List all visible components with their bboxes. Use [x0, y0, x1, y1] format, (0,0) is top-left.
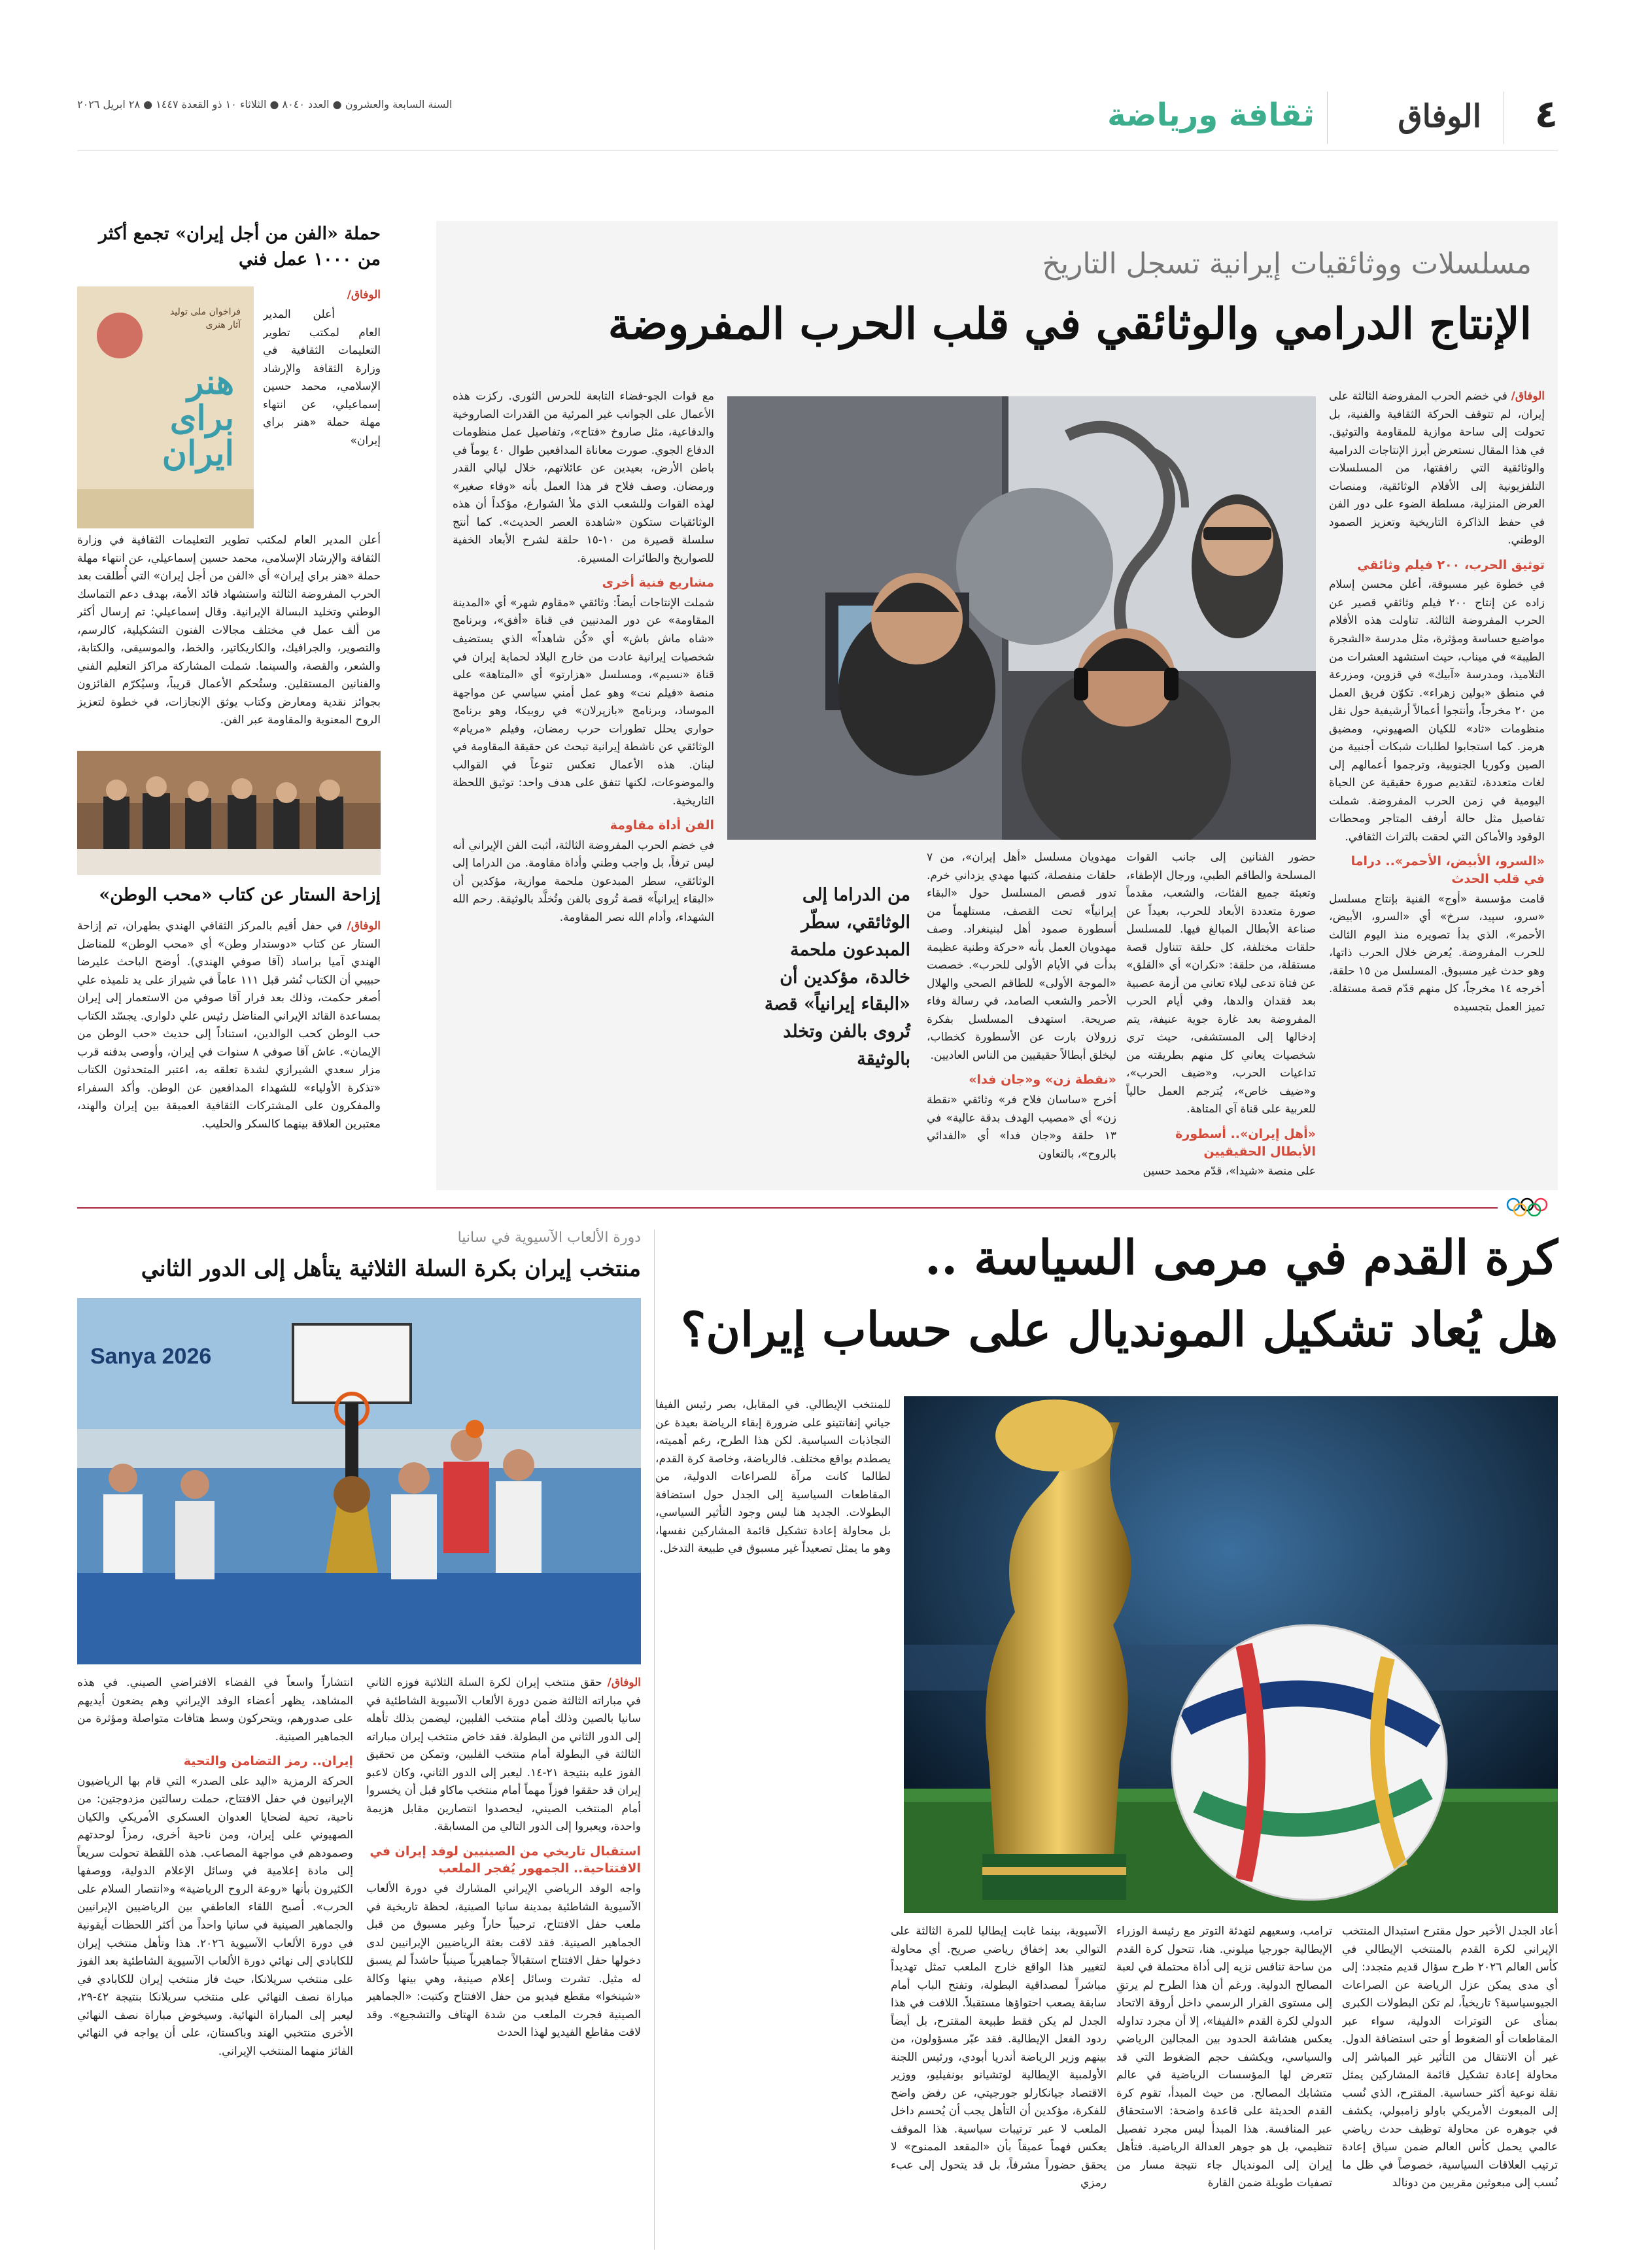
subheading: «أهل إيران».. أسطورة الأبطال الحقيقيين [1175, 1126, 1316, 1159]
headline: الإنتاج الدرامي والوثائقي في قلب الحرب المفروضة [608, 298, 1532, 349]
side-story-art-campaign [77, 221, 381, 738]
headline-line-2: هل يُعاد تشكيل المونديال على حساب إيران؟ [681, 1301, 1558, 1357]
byline: الوفاق/ [347, 288, 381, 301]
byline: الوفاق/ [607, 1676, 641, 1689]
paragraph: أعاد الجدل الأخير حول مقترح استبدال المنتخب الإيراني لكرة القدم بالمنتخب الإيطالي في كأس العالم ٢٠٢٦ طرح سؤال قديم متجدد: إلى أي مدى يمكن عزل الرياضة عن الصراعات الجيوسياسية؟ تاريخياً، لم تكن البطولات الكبرى بمنأى عن التوترات الدولية، سواء عبر المقاطعات أو الضغوط أو حتى استضافة الدول. غير أن الانتقال من التأثير غير المباشر إلى محاولة إعادة تشكيل قائمة المشاركين يمثل نقلة نوعية أكثر حساسية. المقترح، الذي نُسب إلى المبعوث الأمريكي باولو زامبولي، يكشف في جوهره عن محاولة توظيف حدث رياضي عالمي يحمل كأس العالم ضمن سياق إعادة ترتيب العلاقات السياسية، خصوصاً في ظل ما نُسب إلى مبعوثين مقربين من دونالد [1342, 1925, 1558, 2190]
basketball-story [77, 1229, 641, 2250]
paragraph: مع قوات الجو-فضاء التابعة للحرس الثوري. ركزت هذه الأعمال على الجوانب غير المرئية من القدرات الصاروخية والدفاعية، مثل صاروخ «فتاح»، وتفاصيل عمل منظومات الدفاع الجوي. صورت معاناة المدافعين طوال ٤٠ يوماً في باطن الأرض، بعيدين عن عائلاتهم، خلال ليالي القدر ورمضان. وصف فلاح فر هذا العمل بأنه «وفاء صغير» لهذه القوات وللشعب الذي ملأ الشوارع، مؤكداً أن هذه الوثائقيات ستكون «شاهدة العصر الحديث». كما أنتج سلسلة قصيرة من ١٠-١٥ حلقة لشرح الأبعاد الخفية للصواريخ والطائرات المسيرة. [453, 390, 714, 565]
paragraph: في حفل أقيم بالمركز الثقافي الهندي بطهران، تم إزاحة الستار عن كتاب «دوستدار وطن» أي «محب الوطن» للمناضل الهندي آميا براساد (آقا صوفي الهندي). أوضح الباحث عليرضا حبيبي أن الكتاب نُشر قبل ١١١ عاماً في شيراز على يد تلميذه علي أصغر حكمت، وذلك بعد فرار آقا صوفي من الاستعمار إلى إيران بمساعدة القائد الإيراني المناضل رئيس علي دلواري. يجسّد الكتاب حب الوطن كحب الوالدين، استناداً إلى حديث «حب الوطن من الإيمان». عاش آقا صوفي ٨ سنوات في إيران، وأوصى بدفنه قرب مزار سعدي الشيرازي لشدة تعلقه به، اعتبر المتحدثون الكتاب «تذكرة الأولياء» للشهداء المدافعين عن الوطن. وأكد السفراء والمفكرون على المشتركات الثقافية العميقة بين إيران والهند، معتبرين العلاقة بينهما كالسكر والحليب. [77, 919, 381, 1131]
olympic-rings-icon [1506, 1197, 1558, 1216]
page-number: ٤ [1534, 92, 1558, 136]
headline-line-1: كرة القدم في مرمى السياسة .. [925, 1229, 1558, 1285]
paragraph: للمنتخب الإيطالي. في المقابل، بصر رئيس الفيفا جياني إنفانتينو على ضرورة إبقاء الرياضة بعيدة عن التجاذبات السياسية. لكن هذا الطرح، رغم أهميته، يصطدم بواقع مختلف. فالرياضة، وخاصة كرة القدم، لطالما كانت مرآة للصراعات الدولية، من المقاطعات السياسية إلى الجدل حول استضافة البطولات. الجديد هنا ليس وجود التأثير السياسي، بل محاولة إعادة تشكيل قائمة المشاركين نفسها، وهو ما يمثل تصعيداً غير مسبوق في طبيعة التدخل. [655, 1398, 891, 1556]
paragraph: الآسيوية، بينما غابت إيطاليا للمرة الثالثة على التوالي بعد إخفاق رياضي صريح. أي محاولة لتغيير هذا الواقع خارج الملعب تمثل تهديداً مباشراً لمصداقية البطولة، وتفتح الباب أمام سابقة يصعب احتواؤها مستقبلاً. اللافت في هذا الجدل لم يكن فقط طبيعة المقترح، بل أيضاً ردود الفعل الإيطالية. فقد عبّر مسؤولون، من بينهم وزير الرياضة أندريا أبودي، ورئيس اللجنة الأولمبية الإيطالية لوتشيانو بونفيليو، ووزير الاقتصاد جيانكارلو جورجيتي، عن رفض واضح للفكرة، مؤكدين أن التأهل يجب أن يُحسم داخل الملعب لا عبر ترتيبات سياسية. هذا الموقف يعكس فهماً عميقاً بأن «المقعد الممنوح» لا يحقق حضوراً مشرفاً، بل قد يتحول إلى عبء رمزي [891, 1925, 1107, 2190]
flower-icon [97, 313, 143, 358]
newspaper-logo: الوفاق [1398, 98, 1481, 135]
byline: الوفاق/ [347, 919, 381, 933]
paragraph: في خطوة غير مسبوقة، أعلن محسن إسلام زاده عن إنتاج ٢٠٠ فيلم وثائقي قصير عن الحرب المفروضة الثالثة. تناولت هذه الأفلام مواضيع حساسة ومؤثرة، مثل مدرسة «الشجرة الطيبة» في ميناب، حيث استشهد العشرات من التلاميذ، ومدرسة «آبيك» في قزوين، ومزرعة في منطق «بولين زهراء». تكوّن فريق العمل من ٢٠ مخرجاً، وأنتجوا أعمالاً أرشيفية حول نقل منظومات «ثاد» للكيان الصهيوني، ومضيق هرمز. كما استجابوا لطلبات شبكات أجنبية من الصين وكوريا الجنوبية، وترجموا أعمالهم إلى لغات متعددة، لتقديم صورة حقيقية عن الحياة اليومية في زمن الحرب المفروضة. شملت تفاصيل مثل حالة أرفف المتاجر ومحطات الوقود والأماكن التي لحقت بالتراث الثقافي. [1329, 578, 1545, 844]
world-cup-photo [904, 1396, 1558, 1913]
paragraph: ترامب، وسعيهم لتهدئة التوتر مع رئيسة الوزراء الإيطالية جورجيا ميلوني. هنا، تتحول كرة القدم من ساحة تنافس نزيه إلى أداة محتملة في لعبة المصالح الدولية. ورغم أن هذا الطرح لم يرتقِ إلى مستوى القرار الرسمي داخل أروقة الاتحاد الدولي لكرة القدم «الفيفا»، إلا أن مجرد تداوله يعكس هشاشة الحدود بين المجالين الرياضي والسياسي، ويكشف حجم الضغوط التي قد تتعرض لها المؤسسات الرياضية في عالم متشابك المصالح. من حيث المبدأ، تقوم كرة القدم الحديثة على قاعدة واضحة: الاستحقاق عبر المنافسة. هذا المبدأ ليس مجرد تفصيل تنظيمي، بل هو جوهر العدالة الرياضية. فتأهل إيران إلى المونديال جاء نتيجة مسار من تصفيات طويلة ضمن القارة [1116, 1925, 1332, 2190]
paragraph: في خضم الحرب المفروضة الثالثة على إيران، لم تتوقف الحركة الثقافية والفنية، بل تحولت إلى ساحة موازية للمقاومة والتوثيق. في هذا المقال نستعرض أبرز الإنتاجات الدرامية والوثائقية التي رافقتها، من المسلسلات التلفزيونية إلى الأفلام الوثائقية، ومنصات العرض المنزلية، مسلطة الضوء على دور الفن في حفظ الذاكرة التاريخية وتعزيز الصمود الوطني. [1329, 390, 1545, 547]
paragraph: أخرج «ساسان فلاح فر» وثائقي «نقطة زن» أي «مصيب الهدف بدقة عالية» في ١٣ حلقة و«جان فدا» أي «الفدائي بالروح»، بالتعاون [927, 1093, 1116, 1161]
paragraph: مهدويان مسلسل «أهل إيران»، من ٧ حلقات منفصلة، كتبها مهدي يزداني خرم. تدور قصص المسلسل حول «البقاء إيرانياً» تحت القصف، مستلهماً من أسطورة صمود أهل لبنينغراد. وصف مهدويان العمل بأنه «حركة وطنية عظيمة بدأت في الأيام الأولى للحرب». خصصت «الموجة الأولى» للطاقم الصحي والهلال الأحمر والشعب الصامد، في رسالة وفاء صريحة. استهدف المسلسل بفكرة زرولان بارت عن الأسطورة كخطاب، ليخلق أبطالاً حقيقيين من الناس العاديين. [927, 851, 1116, 1062]
byline: الوفاق/ [1511, 390, 1545, 403]
kicker: دورة الألعاب الآسيوية في سانيا [457, 1229, 641, 1246]
subheading: «السرو، الأبيض، الأحمر».. دراما في قلب الحدث [1351, 854, 1545, 886]
campaign-poster [77, 286, 254, 528]
subheading: الفن أداة مقاومة [610, 818, 714, 833]
poster-title: هنر برای ایران [162, 362, 234, 474]
subheading: «نقطة زن» و«جان فدا» [969, 1073, 1116, 1088]
paragraph: حقق منتخب إيران لكرة السلة الثلاثية فوزه الثاني في مباراته الثالثة ضمن دورة الألعاب الآسيوية الشاطئية في سانيا بالصين وذلك أمام منتخب الفلبين، ليضمن بذلك تأهله إلى الدور الثاني من البطولة. فقد خاض منتخب إيران مباراته الثالثة في البطولة أمام منتخب الفلبين، وتمكن من تحقيق الفوز عليه بنتيجة ٢١-١٤. ليعبر إلى الدور الثاني، وكان لاعبو إيران قد حققوا فوزاً مهماً أمام منتخب ماكاو قبل أن يخسروا أمام المنتخب الصيني، ليحصدوا انتصارين مقابل هزيمة واحدة، ويعبروا إلى الدور التالي من المسابقة. [366, 1676, 641, 1834]
side-headline: حملة «الفن من أجل إيران» تجمع أكثر من ١٠٠٠ عمل فني [98, 224, 381, 270]
section-divider [77, 1207, 1498, 1209]
side-headline: إزاحة الستار عن كتاب «محب الوطن» [99, 885, 381, 905]
paragraph: شملت الإنتاجات أيضاً: وثائقي «مقاوم شهر» أي «المدينة المقاومة» عن دور المدنيين في قناة «أفق»، وبرنامج «شاه ماش باش» أي «كُن شاهداً» الذي يستضيف شخصيات إيرانية عادت من خارج البلاد لحماية إيران في قناة «نسيم»، ومسلسل «هزارتو» أي «المتاهة» على منصة «فيلم نت» وهو عمل أمني سياسي عن مواجهة الموساد، وبرنامج «بازپرلان» في روبيكا، وهو برنامج حواري يحلل تطورات حرب رمضان، وفيلم «مريام» الوثائقي عن ناشطة إيرانية تبحث عن حقيقة المقاومة في لبنان. هذه الأعمال تعكس تنوعاً في القوالب والموضوعات، لكنها تتفق على هدف واحد: توثيق اللحظة التاريخية. [453, 596, 714, 808]
subheading: استقبال تاريخي من الصينيين لوفد إيران في الافتتاحية.. الجمهور يُفجر الملعب [370, 1844, 641, 1876]
football-story [655, 1229, 1558, 2250]
group-photo-illustration [77, 751, 381, 875]
page-header [0, 0, 1635, 157]
paragraph: أعلن المدير العام لمكتب تطوير التعليمات الثقافية في وزارة الثقافة والإرشاد الإسلامي، محمد حسين إسماعيلي، عن انتهاء مهلة حملة «هنر براي إيران» أي «الفن من أجل إيران» التي أُطلقت بعد الحرب المفروضة الثالثة واستشهاد قائد الأمة، بهدف دعم التماسك الوطني وتخليد البسالة الإيرانية. وقال إسماعيلي: تم إرسال أكثر من ألف عمل في مختلف مجالات الفنون التشكيلية، كالرسم، والتصوير، والجرافيك، والكاريكاتير، والخط، والموسيقى، والكتابة، والشعر، والقصة، والسينما. شملت المشاركة مراكز التعليم الفني والفنانين المستقلين. وستُحكم الأعمال قريباً، وسيُكرّم الفائزون بجوائز نقدية ومعارض وكتاب يوثق الإنجازات، في خطوة لتعزيز الروح المعنوية والمقاومة عبر الفن. [77, 534, 381, 727]
subheading: إيران.. رمز التضامن والتحية [183, 1754, 353, 1769]
paragraph-start: أعلن المدير العام لمكتب تطوير التعليمات الثقافية في وزارة الثقافة والإرشاد الإسلامي، محمد حسين إسماعيلي، عن انتهاء مهلة حملة «هنر براي إيران» [263, 308, 381, 447]
poster-caption: فراخوان ملی تولید آثار هنری [169, 307, 241, 330]
paragraph: قامت مؤسسة «أوج» الفنية بإنتاج مسلسل «سرو، سپید، سرخ» أي «السرو، الأبيض، الأحمر»، الذي بدأ تصويره منذ اليوم الثالث للحرب المفروضة. يُعرض خلال الحرب ذاتها، وهو حدث غير مسبوق. المسلسل من ١٥ حلقة، أخرجه ١٤ مخرجاً، كل منهم قدّم قصة مستقلة. تميز العمل بتجسيده [1329, 892, 1545, 1014]
trophy-and-ball-illustration [904, 1396, 1558, 1913]
headline: منتخب إيران بكرة السلة الثلاثية يتأهل إلى الدور الثاني [141, 1256, 641, 1282]
photo-banner-text: Sanya 2026 [90, 1344, 212, 1369]
side-story-book [77, 751, 381, 1190]
basketball-photo [77, 1298, 641, 1664]
studio-scene-illustration [727, 396, 1316, 840]
subheading: توثيق الحرب، ٢٠٠ فيلم وثائقي [1357, 557, 1545, 572]
subheading: مشاريع فنية أخرى [602, 576, 714, 591]
kicker: مسلسلات ووثائقيات إيرانية تسجل التاريخ [1042, 247, 1532, 281]
paragraph: واجه الوفد الرياضي الإيراني المشارك في دورة الألعاب الآسيوية الشاطئية بمدينة سانيا الصينية، لحظة تاريخية في ملعب حفل الافتتاح، ترحيباً حاراً وغير مسبوق من قبل الجماهير الصينية. فقد لاقت بعثة الرياضيين الإيرانيين لدى دخولها حفل الافتتاح استقبالاً جماهيرياً صينياً حاشداً لم يسبق له مثيل. تشرت وسائل إعلام صينية، وهي بينها وكالة «شينخوا» مقطع فيديو من حفل الافتتاح وكتبت: «الجماهير الصينية فجرت الملعب من شدة الهتاف والتشجيع». وقد لاقت مقاطع الفيديو لهذا الحدث [366, 1881, 641, 2040]
paragraph: انتشاراً واسعاً في الفضاء الافتراضي الصيني. في هذه المشاهد، يظهر أعضاء الوفد الإيراني وهم يضعون أيديهم على صدورهم، ويتحركون وسط هتافات متواصلة ومؤثرة من الجماهير الصينية. [77, 1676, 353, 1744]
main-story [436, 221, 1558, 1190]
paragraph: في خضم الحرب المفروضة الثالثة، أثبت الفن الإيراني أنه ليس ترفاً، بل واجب وطني وأداة مقاومة. من الدراما إلى الوثائقي، سطر المبدعون ملحمة موازية، مؤكدين أن «البقاء إيرانياً» قصة تُروى بالفن وتُخلَّد بالوثيقة. رحم الله الشهداء، وأدام الله نصر المقاومة. [453, 838, 714, 924]
paragraph: حضور الفنانين إلى جانب القوات المسلحة والطاقم الطبي، ورجال الإطفاء، وتعبئة جميع الفئات، والشعب، مقدماً صورة متعددة الأبعاد للحرب، بعيداً عن صناعة الأبطال المبالغ فيها. للمسلسل حلقات مختلفة، كل حلقة تتناول قصة مستقلة، من حلقة: «نكران» أي «القلق» عن فتاة تدعى ليلاء تعاني من أزمة عصبية بعد فقدان والدها، وفي أيام الحرب المفروضة بعد غارة جوية عنيفة، يتم إدخالها إلى المستشفى، حيث تري شخصيات يعاني كل منهم بطريقته من تداعيات الحرب، و«ضيف الحرب»، و«ضيف خاص»، يُترجم العمل حالياً للعربية على قناة آي المتاهة. [1126, 851, 1316, 1116]
paragraph: على منصة «شيدا»، قدّم محمد حسين [1143, 1165, 1316, 1178]
production-photo [727, 396, 1316, 840]
pull-quote: من الدراما إلى الوثائقي، سطّر المبدعون ملحمة خالدة، مؤكدين أن «البقاء إيرانياً» قصة تُروى بالفن وتخلد بالوثيقة [764, 885, 910, 1070]
dateline: السنة السابعة والعشرون ● العدد ٨٠٤٠ ● الثلاثاء ١٠ ذو القعدة ١٤٤٧ ● ٢٨ ابريل ٢٠٢٦ [77, 98, 453, 111]
ceremony-photo [77, 751, 381, 875]
section-title: ثقافة ورياضة [1107, 97, 1315, 133]
paragraph: الحركة الرمزية «اليد على الصدر» التي قام بها الرياضيون الإيرانيون في حفل الافتتاح، حملت رسالتين مزدوجتين: من ناحية، تحية لضحايا العدوان العسكري الأمريكي والكيان الصهيوني على إيران، ومن ناحية أخرى، رمزاً لوحدتهم وصمودهم في مواجهة المصاعب. هذه اللقطة تحولت سريعاً إلى مادة إعلامية في وسائل الإعلام الدولية، ووصفها الكثيرون بأنها «روعة الروح الرياضية» و«انتصار السلام على الحرب». أصبح اللقاء العاطفي بين الرياضيين الإيرانيين والجماهير الصينية في سانيا واحداً من أكثر اللحظات أيقونية في دورة الألعاب الآسيوية ٢٠٢٦. هذا وتأهل منتخب إيران للكابادي إلى نهائي دورة الألعاب الآسيوية الشاطئية بعد الفوز على منتخب سريلانكا، حيث فاز منتخب إيران للكابادي في مباراة نصف النهائي على منتخب سريلانكا بنتيجة ٤٢-٢٩، ليعبر إلى المباراة النهائية. وسيخوض مباراة نصف النهائي الأخرى منتخبي الهند وباكستان، على أن يواجه في النهائي الفائز منهما المنتخب الإيراني. [77, 1774, 353, 2058]
